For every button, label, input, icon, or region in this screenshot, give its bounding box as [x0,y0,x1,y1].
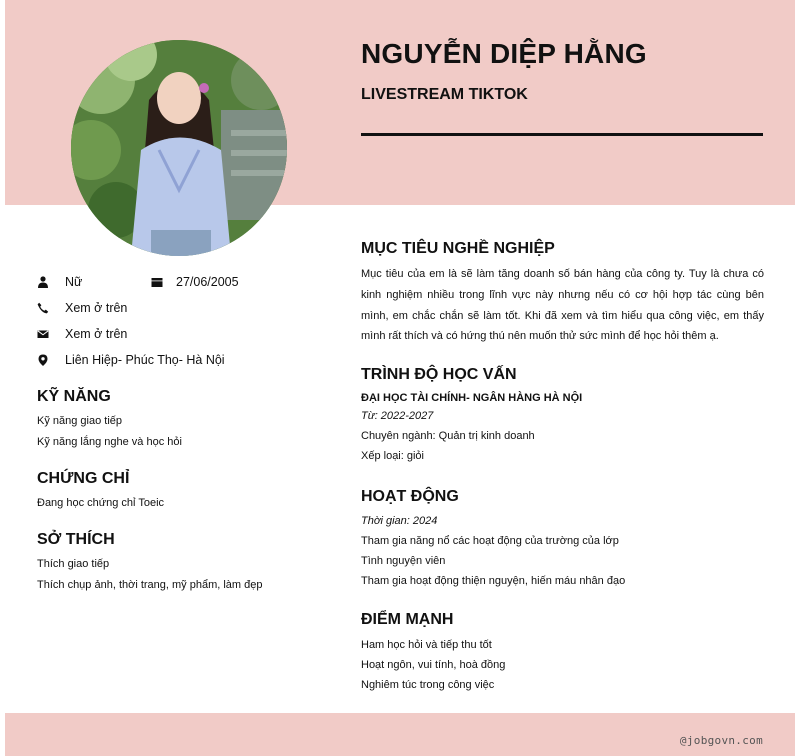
activity-item: Tình nguyện viên [361,555,446,567]
phone-icon [37,302,49,314]
contact-row-phone [37,298,327,324]
certificates-section [37,470,337,514]
strengths-title: ĐIỂM MẠNH [361,611,454,628]
strength-item: Nghiêm túc trong công việc [361,679,495,691]
map-pin-icon [37,354,49,366]
activity-item: Tham gia hoạt động thiện nguyện, hiến máu nhân đạo [361,575,626,587]
footer-watermark: @jobgovn.com [679,734,763,747]
gender-value: Nữ [65,275,83,289]
contact-row-email [37,324,327,350]
hobby-item: Thích chụp ảnh, thời trang, mỹ phẩm, làm đẹp [37,579,263,591]
hobbies-section [37,531,337,596]
contact-info [37,272,327,376]
skill-item: Kỹ năng giao tiếp [37,415,123,427]
strength-item: Hoạt ngôn, vui tính, hoà đồng [361,659,506,671]
cv-page [5,0,795,756]
education-period: Từ: 2022-2027 [361,410,434,422]
phone-value: Xem ở trên [65,301,128,315]
hobby-item: Thích giao tiếp [37,558,110,570]
certificates-title: CHỨNG CHỈ [37,470,130,487]
skills-title: KỸ NĂNG [37,388,111,405]
strengths-section [361,611,764,695]
contact-row-address [37,350,327,376]
birthday-value: 27/06/2005 [176,275,239,289]
objective-text: Mục tiêu của em là sẽ làm tăng doanh số bán hàng của công ty. Tuy là chưa có kinh nghiệm nhiều trong lĩnh vực này nhưng nếu có cơ hội hợp tác cùng bên mình, em chắc chắn sẽ làm tốt. Khi đã xem và tìm hiểu qua công việc, em thấy mình rất thích và có hứng thú nên muốn thử sức mình để học hỏi thêm ạ. [361,268,764,343]
education-school: ĐẠI HỌC TÀI CHÍNH- NGÂN HÀNG HÀ NỘI [361,392,583,404]
strength-item: Ham học hỏi và tiếp thu tốt [361,639,492,651]
objective-title: MỤC TIÊU NGHỀ NGHIỆP [361,240,555,257]
candidate-name: NGUYỄN DIỆP HẰNG [361,38,647,69]
email-value: Xem ở trên [65,327,128,341]
address-value: Liên Hiệp- Phúc Thọ- Hà Nội [65,353,225,367]
activities-section [361,488,764,591]
envelope-icon [37,328,49,340]
activities-period: Thời gian: 2024 [361,515,438,527]
avatar [71,40,287,256]
activity-item: Tham gia năng nổ các hoạt động của trường của lớp [361,535,619,547]
header-divider [361,133,763,136]
skill-item: Kỹ năng lắng nghe và học hỏi [37,436,182,448]
activities-title: HOẠT ĐỘNG [361,488,459,505]
education-title: TRÌNH ĐỘ HỌC VẤN [361,366,517,383]
contact-row-gender [37,272,327,298]
certificate-item: Đang học chứng chỉ Toeic [37,497,165,509]
education-grade: Xếp loại: giỏi [361,450,424,462]
education-major: Chuyên ngành: Quản trị kinh doanh [361,430,535,442]
person-icon [37,276,49,288]
skills-section [37,388,337,453]
footer-band [5,713,795,756]
hobbies-title: SỞ THÍCH [37,531,115,548]
objective-section [361,240,764,347]
calendar-icon [151,276,163,288]
avatar-photo [71,40,287,256]
candidate-role: LIVESTREAM TIKTOK [361,86,528,103]
education-section [361,366,764,466]
